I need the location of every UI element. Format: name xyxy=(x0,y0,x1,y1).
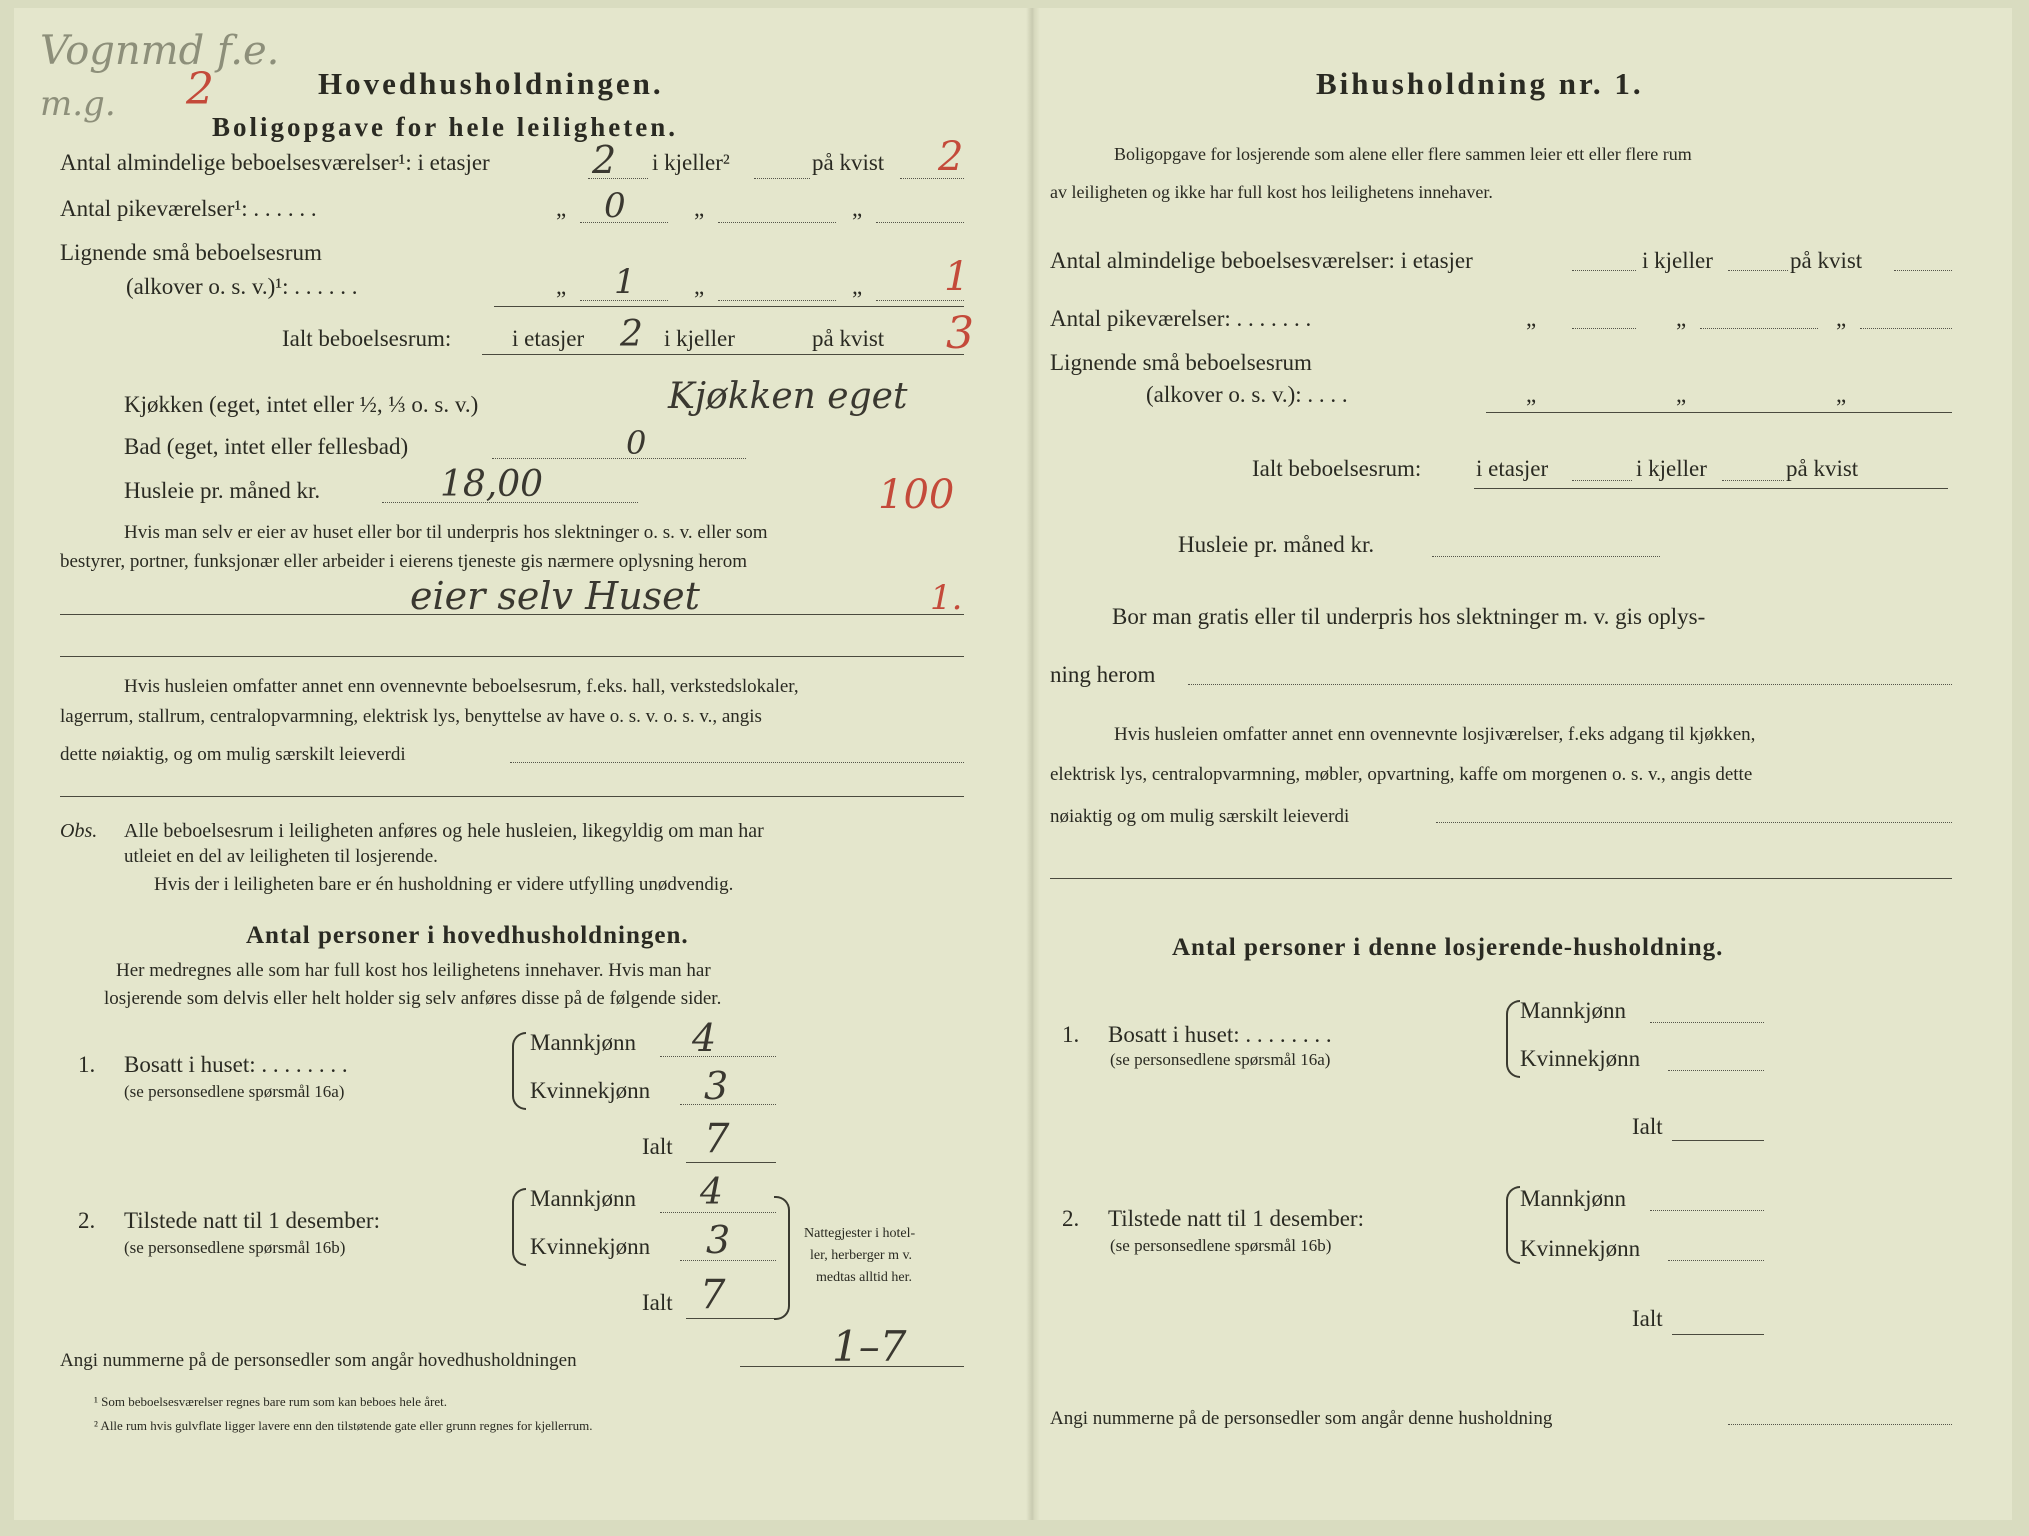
page-fold xyxy=(1026,8,1040,1520)
left-personer-title: Antal personer i hovedhusholdningen. xyxy=(246,922,689,949)
right-pike-ditto-3: „ xyxy=(1836,306,1847,331)
left-eier-text-2: bestyrer, portner, funksjonær eller arbeider i eierens tjeneste gis nærmere oplysning herom xyxy=(60,551,748,572)
margin-note-vognmand: Vognmd f.e. xyxy=(40,28,280,74)
left-q1-sub: (se personsedlene spørsmål 16a) xyxy=(124,1082,345,1101)
right-omfatter-text-3: nøiaktig og om mulig særskilt leieverdi xyxy=(1050,806,1350,827)
right-smaa-ditto-2: „ xyxy=(1676,382,1687,407)
right-q2-sub: (se personsedlene spørsmål 16b) xyxy=(1110,1236,1332,1255)
left-eier-red-value[interactable]: 1. xyxy=(930,578,963,618)
right-intro-1: Boligopgave for losjerende som alene eller flere sammen leier ett eller flere rum xyxy=(1114,144,1692,164)
left-rooms-kjeller-label: i kjeller² xyxy=(652,150,730,175)
left-angi-value[interactable]: 1–7 xyxy=(832,1322,907,1371)
left-omfatter-text-2: lagerrum, stallrum, centralopvarmning, elektrisk lys, benyttelse av have o. s. v. o. s. v., angis xyxy=(60,706,762,727)
left-q1-number: 1. xyxy=(78,1052,96,1077)
left-smaa-value[interactable]: 1 xyxy=(614,262,636,302)
margin-red-number: 2 xyxy=(186,64,214,115)
left-rooms-label: Antal almindelige beboelsesværelser¹: i etasjer xyxy=(60,150,490,175)
left-omfatter-text-1: Hvis husleien omfatter annet enn ovennevnte beboelsesrum, f.eks. hall, verkstedslokaler, xyxy=(124,676,799,697)
left-q1-kvinne-label: Kvinnekjønn xyxy=(530,1078,651,1103)
left-q1-ialt-value[interactable]: 7 xyxy=(704,1116,730,1162)
left-q2-label: Tilstede natt til 1 desember: xyxy=(124,1208,380,1233)
left-husleie-label: Husleie pr. måned kr. xyxy=(124,478,321,503)
right-q2-kvinne-label: Kvinnekjønn xyxy=(1520,1236,1641,1261)
left-smaa-ditto-1: „ xyxy=(556,274,567,299)
left-q2-ialt-label: Ialt xyxy=(642,1290,673,1315)
left-q1-ialt-label: Ialt xyxy=(642,1134,673,1159)
left-q2-mann-value[interactable]: 4 xyxy=(700,1172,723,1213)
left-q2-sub: (se personsedlene spørsmål 16b) xyxy=(124,1238,346,1257)
left-obs-text-2: utleiet en del av leiligheten til losjerende. xyxy=(124,846,438,867)
left-bad-label: Bad (eget, intet eller fellesbad) xyxy=(124,434,409,459)
left-omfatter-text-3: dette nøiaktig, og om mulig særskilt leieverdi xyxy=(60,744,406,765)
left-bad-value[interactable]: 0 xyxy=(626,424,647,462)
left-title: Hovedhusholdningen. xyxy=(318,66,664,101)
right-omfatter-text-2: elektrisk lys, centralopvarmning, møbler, opvartning, kaffe om morgenen o. s. v., angis dette xyxy=(1050,764,1753,785)
left-obs-text-3: Hvis der i leiligheten bare er én husholdning er videre utfylling unødvendig. xyxy=(154,874,734,895)
right-intro-2: av leiligheten og ikke har full kost hos leilighetens innehaver. xyxy=(1050,182,1493,202)
left-ialt-etasjer-label: i etasjer xyxy=(512,326,585,351)
right-pike-ditto-1: „ xyxy=(1526,306,1537,331)
left-angi-label: Angi nummerne på de personsedler som angår hovedhusholdningen xyxy=(60,1350,577,1371)
right-husleie-label: Husleie pr. måned kr. xyxy=(1178,532,1375,557)
left-natt-note-1: Nattegjester i hotel- xyxy=(804,1226,916,1241)
left-ialt-etasjer-value[interactable]: 2 xyxy=(620,314,643,355)
left-rooms-etasjer-value[interactable]: 2 xyxy=(592,138,617,182)
right-q2-label: Tilstede natt til 1 desember: xyxy=(1108,1206,1364,1231)
left-husleie-red-value[interactable]: 100 xyxy=(878,472,955,518)
left-kjokken-label: Kjøkken (eget, intet eller ½, ⅓ o. s. v.) xyxy=(124,392,479,417)
left-q2-kvinne-label: Kvinnekjønn xyxy=(530,1234,651,1259)
left-ialt-label: Ialt beboelsesrum: xyxy=(282,326,452,351)
right-angi-label: Angi nummerne på de personsedler som angår denne husholdning xyxy=(1050,1408,1553,1429)
left-pike-value[interactable]: 0 xyxy=(604,186,626,226)
right-q2-mann-label: Mannkjønn xyxy=(1520,1186,1627,1211)
left-footnote-2: ² Alle rum hvis gulvflate ligger lavere enn den tilstøtende gate eller grunn regnes for kjellerrum. xyxy=(94,1418,593,1433)
left-rooms-kvist-value[interactable]: 2 xyxy=(938,134,964,180)
right-ialt-label: Ialt beboelsesrum: xyxy=(1252,456,1422,481)
left-smaa-ditto-3: „ xyxy=(852,274,863,299)
right-q1-ialt-label: Ialt xyxy=(1632,1114,1663,1139)
right-q1-kvinne-label: Kvinnekjønn xyxy=(1520,1046,1641,1071)
right-pike-label: Antal pikeværelser: . . . . . . . xyxy=(1050,306,1312,331)
right-q2-ialt-label: Ialt xyxy=(1632,1306,1663,1331)
left-q2-kvinne-value[interactable]: 3 xyxy=(706,1218,731,1262)
left-q1-mann-value[interactable]: 4 xyxy=(692,1016,717,1060)
right-rooms-kjeller-label: i kjeller xyxy=(1642,248,1713,273)
left-pike-ditto-2: „ xyxy=(694,196,705,221)
left-personer-text-1: Her medregnes alle som har full kost hos leilighetens innehaver. Hvis man har xyxy=(116,960,711,981)
right-smaa-label-1: Lignende små beboelsesrum xyxy=(1050,350,1312,375)
right-q1-sub: (se personsedlene spørsmål 16a) xyxy=(1110,1050,1331,1069)
right-title: Bihusholdning nr. 1. xyxy=(1316,66,1644,101)
left-q1-label: Bosatt i huset: . . . . . . . . xyxy=(124,1052,348,1077)
left-ialt-red-value[interactable]: 3 xyxy=(946,308,974,359)
left-pike-ditto-3: „ xyxy=(852,196,863,221)
left-husleie-value[interactable]: 18,00 xyxy=(440,464,544,505)
left-q1-mann-label: Mannkjønn xyxy=(530,1030,637,1055)
right-rooms-kvist-label: på kvist xyxy=(1790,248,1863,273)
left-smaa-red-value[interactable]: 1 xyxy=(944,254,970,300)
right-q2-number: 2. xyxy=(1062,1206,1080,1231)
right-gratis-text-1: Bor man gratis eller til underpris hos slektninger m. v. gis oplys- xyxy=(1112,604,1706,629)
left-obs-text-1: Alle beboelsesrum i leiligheten anføres og hele husleien, likegyldig om man har xyxy=(124,820,764,842)
right-q1-number: 1. xyxy=(1062,1022,1080,1047)
left-q1-kvinne-value[interactable]: 3 xyxy=(704,1064,729,1108)
left-eier-value[interactable]: eier selv Huset xyxy=(410,574,700,618)
right-ialt-kjeller-label: i kjeller xyxy=(1636,456,1707,481)
left-ialt-kjeller-label: i kjeller xyxy=(664,326,735,351)
left-pike-ditto-1: „ xyxy=(556,196,567,221)
right-q1-mann-label: Mannkjønn xyxy=(1520,998,1627,1023)
right-rooms-label: Antal almindelige beboelsesværelser: i etasjer xyxy=(1050,248,1473,273)
left-footnote-1: ¹ Som beboelsesværelser regnes bare rum som kan beboes hele året. xyxy=(94,1394,447,1409)
left-pike-label: Antal pikeværelser¹: . . . . . . xyxy=(60,196,317,221)
left-rooms-kvist-label: på kvist xyxy=(812,150,885,175)
right-omfatter-text-1: Hvis husleien omfatter annet enn ovennevnte losjiværelser, f.eks adgang til kjøkken, xyxy=(1114,724,1756,745)
left-q2-mann-label: Mannkjønn xyxy=(530,1186,637,1211)
right-smaa-ditto-1: „ xyxy=(1526,382,1537,407)
left-subtitle: Boligopgave for hele leiligheten. xyxy=(212,112,678,142)
margin-note-mg: m.g. xyxy=(40,84,116,124)
right-smaa-ditto-3: „ xyxy=(1836,382,1847,407)
left-natt-note-2: ler, herberger m v. xyxy=(810,1248,913,1263)
left-smaa-ditto-2: „ xyxy=(694,274,705,299)
left-kjokken-value[interactable]: Kjøkken eget xyxy=(668,376,908,417)
right-personer-title: Antal personer i denne losjerende-husholdning. xyxy=(1172,934,1724,961)
left-q2-ialt-value[interactable]: 7 xyxy=(700,1272,726,1318)
left-smaa-label-1: Lignende små beboelsesrum xyxy=(60,240,322,265)
left-q2-number: 2. xyxy=(78,1208,96,1233)
right-ialt-kvist-label: på kvist xyxy=(1786,456,1859,481)
right-pike-ditto-2: „ xyxy=(1676,306,1687,331)
right-smaa-label-2: (alkover o. s. v.): . . . . xyxy=(1146,382,1348,407)
left-natt-note-3: medtas alltid her. xyxy=(816,1270,913,1285)
left-eier-text-1: Hvis man selv er eier av huset eller bor til underpris hos slektninger o. s. v. eller som xyxy=(124,522,768,543)
left-ialt-kvist-label: på kvist xyxy=(812,326,885,351)
left-personer-text-2: losjerende som delvis eller helt holder sig selv anføres disse på de følgende sider. xyxy=(104,988,722,1009)
right-q1-label: Bosatt i huset: . . . . . . . . xyxy=(1108,1022,1332,1047)
left-obs-label: Obs. xyxy=(60,820,98,842)
right-ialt-etasjer-label: i etasjer xyxy=(1476,456,1549,481)
right-gratis-text-2: ning herom xyxy=(1050,662,1156,687)
left-smaa-label-2: (alkover o. s. v.)¹: . . . . . . xyxy=(126,274,358,299)
